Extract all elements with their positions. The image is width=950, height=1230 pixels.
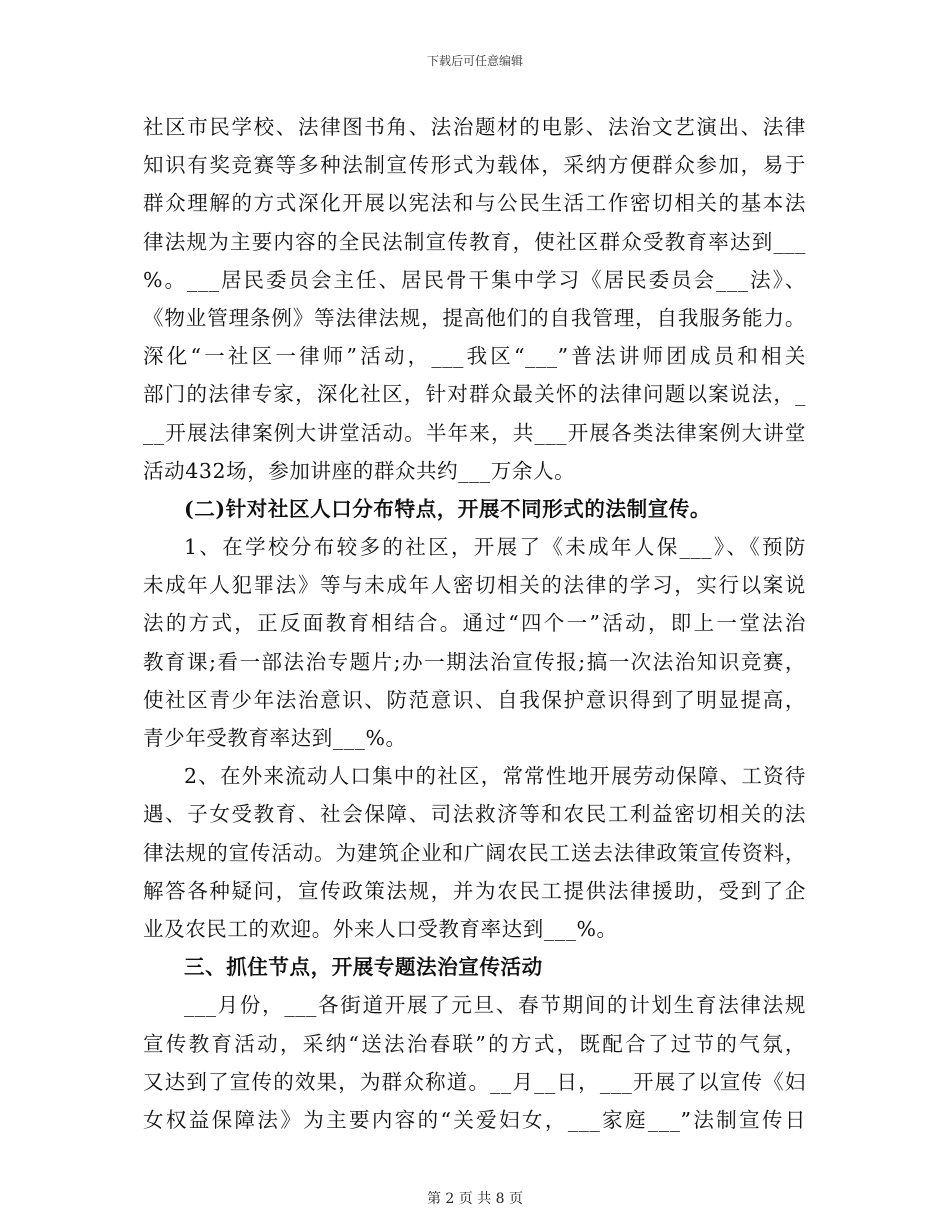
text-line: 律法规的宣传活动。为建筑企业和广阔农民工送去法律政策宣传资料， (143, 840, 806, 865)
text-line: 教育课;看一部法治专题片;办一期法治宣传报;搞一次法治知识竞赛， (143, 649, 806, 674)
text-line: 解答各种疑问，宣传政策法规，并为农民工提供法律援助，受到了企 (143, 878, 806, 903)
text-line: 女权益保障法》为主要内容的“关爱妇女，___家庭___”法制宣传日 (143, 1107, 806, 1132)
text-line: 又达到了宣传的效果，为群众称道。__月__日，___开展了以宣传《妇 (143, 1069, 806, 1094)
paragraph-start: 2、在外来流动人口集中的社区，常常性地开展劳动保障、工资待 (184, 764, 806, 789)
text-line: 业及农民工的欢迎。外来人口受教育率达到___%。 (143, 916, 618, 941)
text-line: %。___居民委员会主任、居民骨干集中学习《居民委员会___法》、 (143, 267, 806, 292)
section-heading: 三、抓住节点，开展专题法治宣传活动 (184, 955, 543, 980)
text-line: 律法规为主要内容的全民法制宣传教育，使社区群众受教育率达到___ (143, 229, 806, 254)
paragraph-start: ___月份，___各街道开展了元旦、春节期间的计划生育法律法规 (184, 993, 806, 1018)
text-line: 知识有奖竞赛等多种法制宣传形式为载体，采纳方便群众参加，易于 (143, 153, 806, 178)
section-heading: (二)针对社区人口分布特点，开展不同形式的法制宣传。 (184, 496, 711, 521)
document-body (143, 108, 806, 1139)
text-line: 法的方式，正反面教育相结合。通过“四个一”活动，即上一堂法治 (143, 611, 806, 636)
text-line: 深化“一社区一律师”活动，___我区“___”普法讲师团成员和相关 (143, 344, 806, 369)
text-line: 宣传教育活动，采纳“送法治春联”的方式，既配合了过节的气氛， (143, 1031, 806, 1056)
text-line: 活动432场，参加讲座的群众共约___万余人。 (143, 458, 576, 483)
text-line: 青少年受教育率达到___%。 (143, 726, 407, 750)
paragraph-start: 1、在学校分布较多的社区，开展了《未成年人保___》、《预防 (184, 535, 806, 560)
page-header: 下载后可任意编辑 (426, 54, 523, 68)
text-line: 《物业管理条例》等法律法规，提高他们的自我管理，自我服务能力。 (143, 305, 806, 330)
text-line: 遇、子女受教育、社会保障、司法救济等和农民工利益密切相关的法 (143, 802, 806, 827)
text-line: 群众理解的方式深化开展以宪法和与公民生活工作密切相关的基本法 (143, 191, 806, 216)
page-footer: 第 2 页 共 8 页 (426, 1191, 524, 1207)
text-line: 使社区青少年法治意识、防范意识、自我保护意识得到了明显提高， (143, 687, 806, 712)
text-line: 社区市民学校、法律图书角、法治题材的电影、法治文艺演出、法律 (143, 115, 806, 139)
text-line: 部门的法律专家，深化社区，针对群众最关怀的法律问题以案说法，_ (143, 382, 806, 407)
text-line: 未成年人犯罪法》等与未成年人密切相关的法律的学习，实行以案说 (143, 573, 806, 598)
text-line: __开展法律案例大讲堂活动。半年来，共___开展各类法律案例大讲堂 (143, 420, 806, 445)
